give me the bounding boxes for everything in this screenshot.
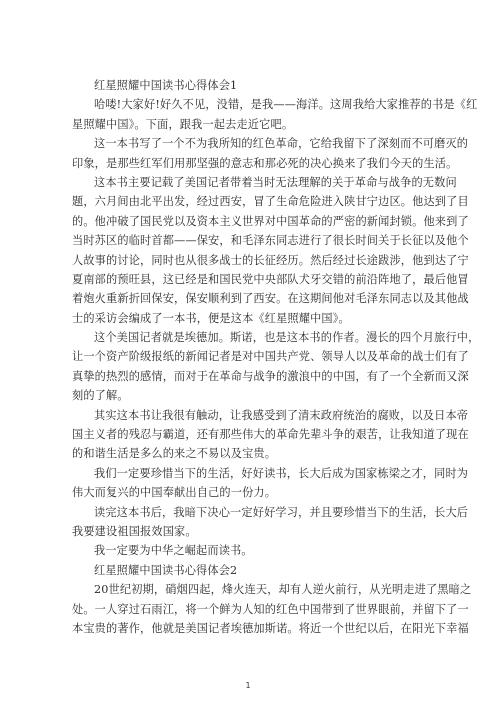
text-line: 我一定要为中华之崛起而读书。 <box>94 544 253 558</box>
text-line: 夏南部的预旺县，这已经是和国民党中央部队犬牙交错的前沿阵地了，最后他冒 <box>72 272 469 286</box>
text-line: 哈喽!大家好!好久不见，没错，是我——海洋。这周我给大家推荐的书是《红 <box>94 98 478 112</box>
text-line: 其实这本书让我很有触动，让我感受到了清末政府统治的腐败，以及日本帝 <box>94 408 469 422</box>
text-line: 这本书主要记载了美国记者带着当时无法理解的关于革命与战争的无数问 <box>94 175 457 189</box>
text-line: 我要建设祖国报效国家。 <box>72 524 197 538</box>
document-body <box>72 76 480 638</box>
text-line: 星照耀中国》。下面，跟我一起去走近它吧。 <box>72 117 294 131</box>
text-line: 的。他冲破了国民党以及资本主义世界对中国革命的严密的新闻封锁。他来到了 <box>72 214 469 228</box>
text-line: 这个美国记者就是埃德加。斯诺，也是这本书的作者。漫长的四个月旅行中， <box>94 331 480 345</box>
text-line: 让一个资产阶级报纸的新闻记者是对中国共产党、领导人以及革命的战士们有了 <box>72 350 469 364</box>
page-number: 1 <box>245 681 251 690</box>
text-line: 当时苏区的临时首都——保安，和毛泽东同志进行了很长时间关于长征以及他个 <box>72 234 469 248</box>
text-line: 20世纪初期，硝烟四起，烽火连天，却有人逆火前行，从光明走进了黑暗之 <box>94 583 472 597</box>
text-line: 我们一定要珍惜当下的生活，好好读书，长大后成为国家栋梁之才，同时为 <box>94 466 469 480</box>
text-line: 这一本书写了一个不为我所知的红色革命，它给我留下了深刻而不可磨灭的 <box>94 137 469 151</box>
text-line: 印象，是那些红军们用那坚强的意志和那必死的决心换来了我们今天的生活。 <box>72 156 458 170</box>
text-line: 题，六月间由北平出发，经过西安，冒了生命危险进入陕甘宁边区。他达到了目 <box>72 195 469 209</box>
text-line: 读完这本书后，我暗下决心一定好好学习，并且要珍惜当下的生活，长大后 <box>94 505 469 519</box>
text-line: 本宝贵的著作，他就是美国记者埃德加斯诺。将近一个世纪以后，在阳光下幸福 <box>72 621 469 635</box>
text-line: 着炮火重新折回保安，保安顺利到了西安。在这期间他对毛泽东同志以及其他战 <box>72 292 469 306</box>
text-line: 的和谐生活是多么的来之不易以及宝贵。 <box>72 447 277 461</box>
text-line: 人故事的讨论，同时也从很多战士的长征经历。然后经过长途跋涉，他到达了宁 <box>72 253 469 267</box>
text-line: 处。一人穿过石雨江，将一个鲜为人知的红色中国带到了世界眼前，并留下了一 <box>72 602 469 616</box>
text-line: 伟大而复兴的中国奉献出自己的一份力。 <box>72 486 277 500</box>
text-line: 国主义者的残忍与霸道，还有那些伟大的革命先辈斗争的艰苦，让我知道了现在 <box>72 428 469 442</box>
text-line: 真挚的热烈的感情，而对于在革命与战争的激浪中的中国，有了一个全新而又深 <box>72 369 469 383</box>
text-line: 刻的了解。 <box>72 389 129 403</box>
text-line: 红星照耀中国读书心得体会2 <box>94 563 238 577</box>
text-line: 士的采访会编成了一本书，便是这本《红星照耀中国》。 <box>72 311 350 325</box>
text-line: 红星照耀中国读书心得体会1 <box>94 79 238 92</box>
